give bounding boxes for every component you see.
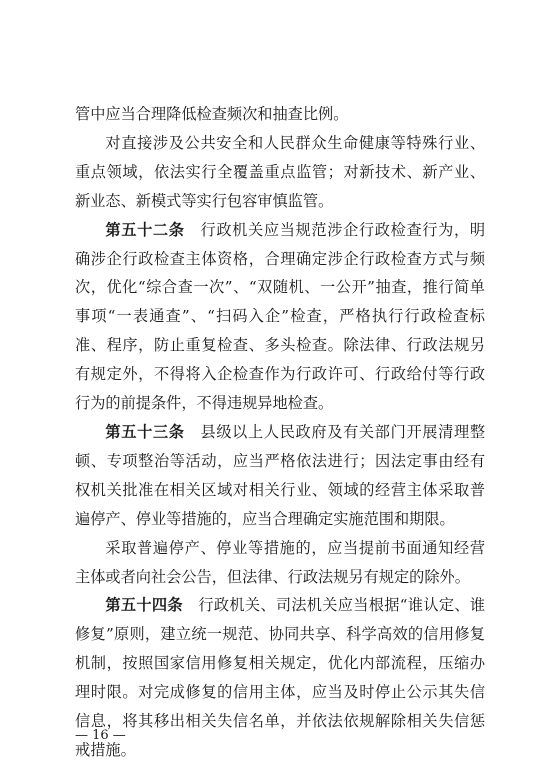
- paragraph-continuation: [75, 100, 485, 129]
- page-number: — 16 —: [75, 728, 126, 743]
- paragraph-text: 县级以上人民政府及有关部门开展清理整顿、专项整治等活动，应当严格依法进行；因法定事由经有权机关批准在相关区域对相关行业、领域的经营主体采取普遍停产、停业等措施的，应当合理确定实施范围和期限。: [75, 422, 486, 528]
- paragraph-text: 对直接涉及公共安全和人民群众生命健康等特殊行业、重点领域，依法实行全覆盖重点监管；对新技术、新产业、新业态、新模式等实行包容审慎监管。: [75, 133, 485, 210]
- body-text: [75, 100, 485, 765]
- article-53: [75, 418, 485, 534]
- paragraph-text: 管中应当合理降低检查频次和抽查比例。: [75, 105, 349, 123]
- paragraph-suspension-notice: [75, 534, 485, 592]
- article-54: [75, 591, 485, 764]
- paragraph-text: 行政机关、司法机关应当根据“谁认定、谁修复”原则，建立统一规范、协同共享、科学高效的信用修复机制，按照国家信用修复相关规定，优化内部流程，压缩办理时限。对完成修复的信用主体，应当及时停止公示其失信信息，将其移出相关失信名单，并依法依规解除相关失信惩戒措施。: [75, 596, 485, 759]
- article-heading: 第五十三条: [105, 422, 185, 441]
- article-heading: 第五十二条: [105, 220, 185, 239]
- article-52: [75, 216, 485, 418]
- paragraph-special-industries: [75, 129, 485, 216]
- article-heading: 第五十四条: [105, 596, 183, 615]
- paragraph-text: 采取普遍停产、停业等措施的，应当提前书面通知经营主体或者向社会公告，但法律、行政法规另有规定的除外。: [75, 538, 485, 586]
- paragraph-text: 行政机关应当规范涉企行政检查行为，明确涉企行政检查主体资格，合理确定涉企行政检查方式与频次，优化“综合查一次”、“双随机、一公开”抽查，推行简单事项“一表通查”、“扫码入企”检查，严格执行行政检查标准、程序，防止重复检查、多头检查。除法律、行政法规另有规定外，不得将入企检查作为行政许可、行政给付等行政行为的前提条件，不得违规异地检查。: [75, 220, 486, 413]
